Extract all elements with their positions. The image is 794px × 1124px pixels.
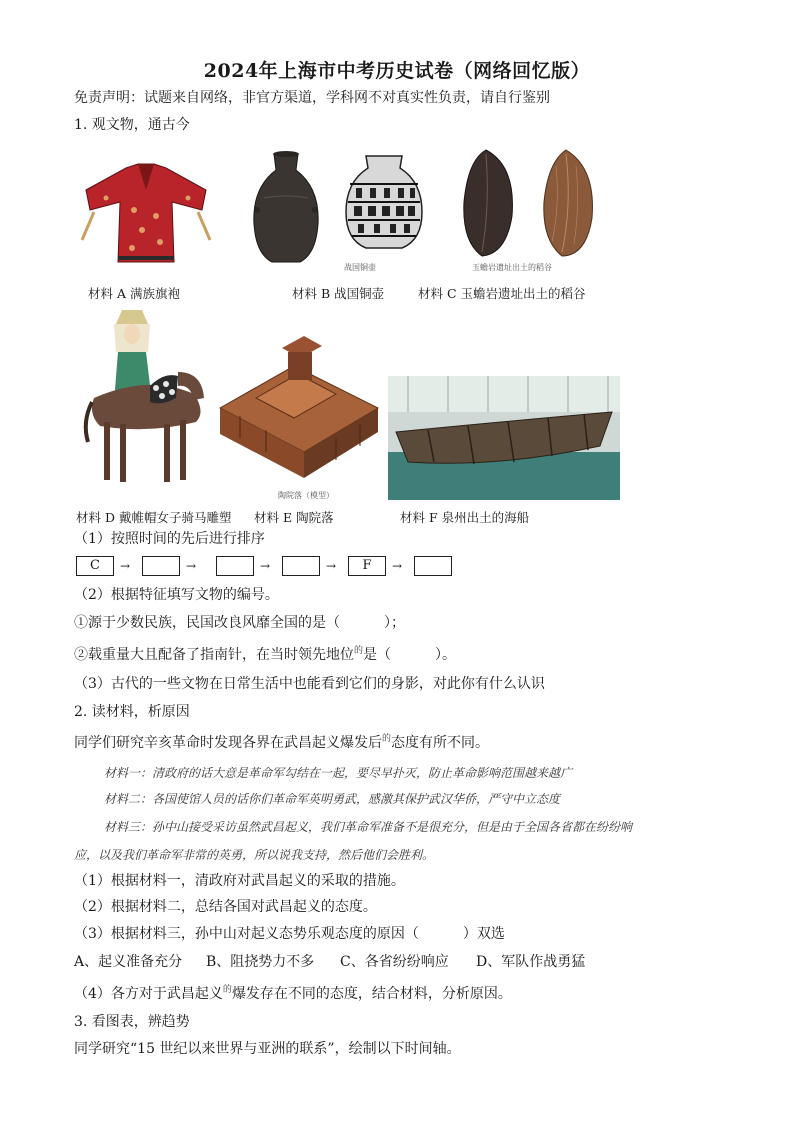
sequence-box-4[interactable] [282,556,320,576]
q2-intro [74,734,489,754]
q2-intro-text-b: 态度有所不同。 [391,735,490,751]
q1-sub1: （1）按照时间的先后进行排序 [74,531,265,547]
q2-sub3 [74,925,505,943]
female-rider-image [78,302,214,502]
caption-c: 材料 C 玉蟾岩遗址出土的稻谷 [418,286,586,301]
option-a[interactable]: A、起义准备充分 [74,954,183,970]
q2-sub4-text-b: 爆发存在不同的态度，结合材料，分析原因。 [231,986,512,1002]
arrow-3: → [260,559,271,573]
label-e-small: 陶院落（模型） [278,491,334,500]
q1-sub2-ii-text: ②载重量大且配备了指南针，在当时领先地位 [74,647,354,663]
bronze-rubbing-image [336,152,432,262]
arrow-1: → [120,559,131,573]
q2-sub3-end: ）双选 [462,926,505,942]
q2-sub1: （1）根据材料一，清政府对武昌起义的采取的措施。 [74,873,405,889]
manchu-robe-image [76,150,216,270]
caption-a: 材料 A 满族旗袍 [88,286,180,301]
q1-sub2-i [74,614,405,632]
q2-sub3-text: （3）根据材料三，孙中山对起义态势乐观态度的原因（ [74,926,419,942]
q2-intro-text: 同学们研究辛亥革命时发现各界在武昌起义爆发后 [74,735,382,751]
arrow-5: → [392,559,403,573]
sequence-box-1[interactable]: C [76,556,114,576]
caption-e: 材料 E 陶院落 [254,510,334,525]
arrow-4: → [326,559,337,573]
caption-f: 材料 F 泉州出土的海船 [400,510,530,525]
q3-heading: 3. 看图表，辨趋势 [74,1014,190,1030]
caption-d: 材料 D 戴帷帽女子骑马雕塑 [76,510,232,525]
sequence-box-3[interactable] [216,556,254,576]
page-title: 2024年上海市中考历史试卷（网络回忆版） [203,60,591,82]
q1-sub2-i-end: ）； [384,615,405,631]
bronze-pot-image [246,148,326,268]
q1-sub2: （2）根据特征填写文物的编号。 [74,587,279,603]
q1-heading: 1. 观文物，通古今 [74,117,190,133]
q2-sub4 [74,985,512,1005]
q2-sub2: （2）根据材料二，总结各国对武昌起义的态度。 [74,899,377,915]
q1-sub2-i-text: ①源于少数民族，民国改良风靡全国的是（ [74,615,340,631]
rice-grain-image [456,146,616,260]
material-three-line2: 应，以及我们革命军非常的英勇，所以说我支持，然后他们会胜利。 [74,848,435,862]
label-c-small: 玉蟾岩遗址出土的稻谷 [472,263,552,272]
option-d[interactable]: D、军队作战勇猛 [476,954,586,970]
q1-sub3: （3）古代的一些文物在日常生活中也能看到它们的身影，对此你有什么认识 [74,676,545,692]
q3-intro: 同学研究“15 世纪以来世界与亚洲的联系”，绘制以下时间轴。 [74,1041,461,1057]
q2-heading: 2. 读材料，析原因 [74,704,190,720]
pottery-courtyard-image [216,328,384,496]
quanzhou-ship-image [388,376,620,500]
option-b[interactable]: B、阻挠势力不多 [206,954,315,970]
q2-sub4-text: （4）各方对于武昌起义 [74,986,223,1002]
q1-sub2-ii-sup: 的 [354,646,364,656]
sequence-box-6[interactable] [414,556,452,576]
q2-intro-sup: 的 [382,734,392,744]
sequence-box-5[interactable]: F [348,556,386,576]
q1-sub2-ii-end: ）。 [435,647,457,663]
arrow-2: → [186,559,197,573]
material-two: 材料二：各国使馆人员的话你们革命军英明勇武，感激其保护武汉华侨，严守中立态度 [104,792,561,806]
sequence-box-2[interactable] [142,556,180,576]
q2-sub4-sup: 的 [222,985,232,995]
disclaimer: 免责声明：试题来自网络，非官方渠道，学科网不对真实性负责，请自行鉴别 [74,90,550,106]
q1-sub2-ii [74,646,456,666]
option-c[interactable]: C、各省纷纷响应 [340,954,449,970]
label-b-small: 战国铜壶 [344,263,376,272]
material-one: 材料一：清政府的话大意是革命军勾结在一起，要尽早扑灭，防止革命影响范围越来越广 [104,766,573,780]
caption-b: 材料 B 战国铜壶 [292,286,385,301]
material-three-line1: 材料三：孙中山接受采访虽然武昌起义，我们革命军准备不是很充分，但是由于全国各省都在纷纷响 [104,820,633,834]
q1-sub2-ii-text-b: 是（ [363,647,392,663]
